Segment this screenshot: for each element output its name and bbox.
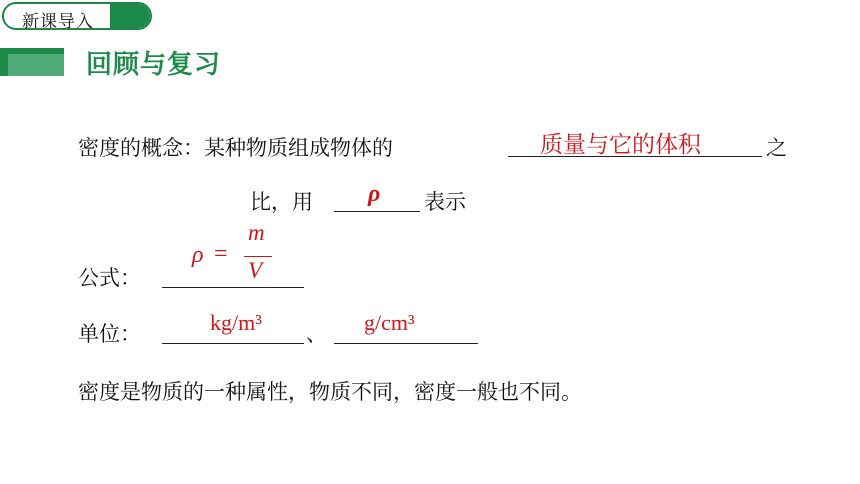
definition-line2-prefix: 比，用 bbox=[250, 190, 313, 214]
formula-blank bbox=[162, 286, 304, 288]
formula-equals: = bbox=[214, 241, 228, 267]
formula-numerator: m bbox=[248, 220, 265, 245]
definition-blank-2 bbox=[334, 210, 420, 212]
definition-answer-2: ρ bbox=[368, 181, 381, 207]
section-tab bbox=[2, 2, 158, 32]
definition-suffix: 之 bbox=[766, 136, 787, 160]
fraction-bar bbox=[244, 256, 272, 257]
units-answer-1: kg/m³ bbox=[210, 310, 262, 335]
tab-label: 新课导入 bbox=[22, 12, 94, 30]
tab-accent bbox=[110, 2, 152, 30]
section-bar-highlight bbox=[8, 54, 64, 76]
definition-answer-1: 质量与它的体积 bbox=[540, 132, 701, 158]
definition-line2-suffix: 表示 bbox=[424, 190, 466, 214]
formula-rho: ρ bbox=[192, 242, 204, 268]
units-separator: 、 bbox=[306, 322, 327, 346]
section-title: 回顾与复习 bbox=[86, 50, 222, 80]
property-statement: 密度是物质的一种属性，物质不同，密度一般也不同。 bbox=[78, 380, 582, 404]
units-blank-2 bbox=[334, 342, 478, 344]
units-blank-1 bbox=[162, 342, 304, 344]
units-label: 单位： bbox=[78, 322, 141, 346]
definition-prefix: 密度的概念：某种物质组成物体的 bbox=[78, 136, 393, 160]
formula-label: 公式： bbox=[78, 266, 141, 290]
formula-denominator: V bbox=[248, 258, 263, 283]
units-answer-2: g/cm³ bbox=[364, 310, 415, 335]
density-formula bbox=[190, 220, 280, 284]
tab-pill bbox=[2, 2, 152, 30]
